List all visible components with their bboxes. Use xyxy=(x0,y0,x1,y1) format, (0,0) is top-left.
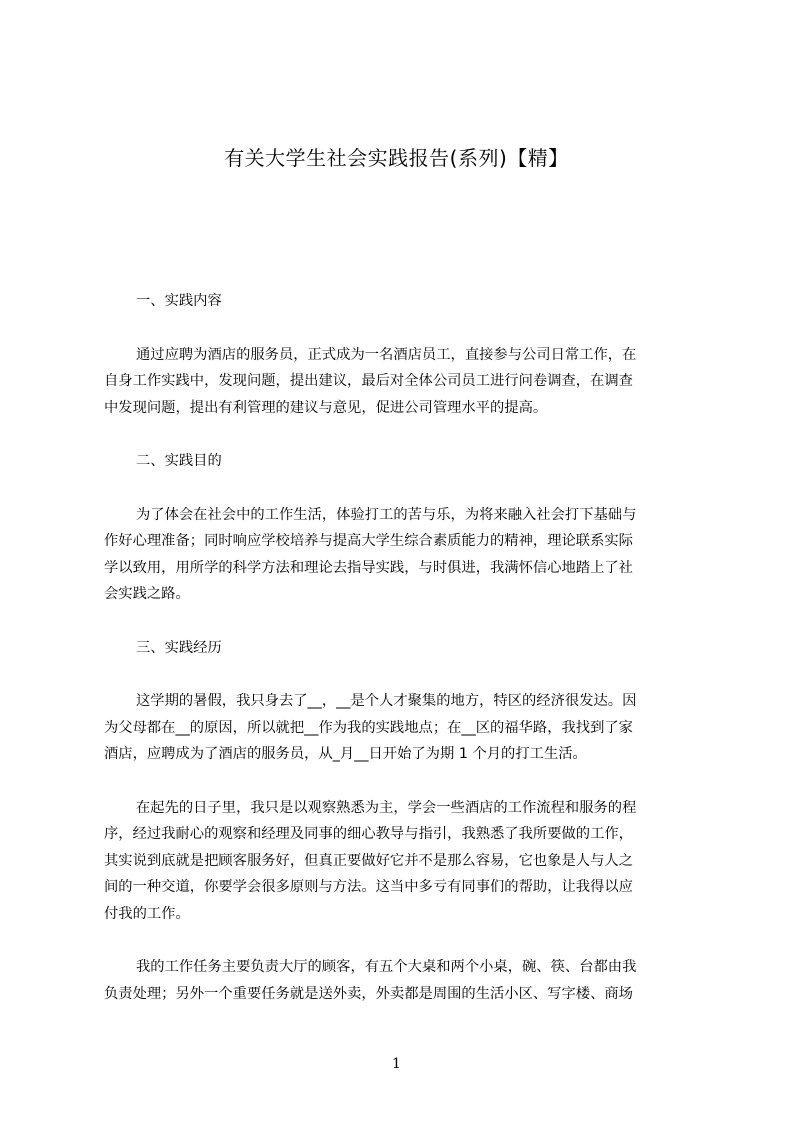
document-body xyxy=(104,288,700,1007)
paragraph-line: 负责处理；另外一个重要任务就是送外卖，外卖都是周围的生活小区、写字楼、商场 xyxy=(104,985,633,1002)
paragraph-line: 自身工作实践中，发现问题，提出建议，最后对全体公司员工进行问卷调查，在调查 xyxy=(104,373,633,389)
paragraph-line: 作好心理准备；同时响应学校培养与提高大学生综合素质能力的精神，理论联系实际 xyxy=(104,533,633,549)
paragraph xyxy=(104,795,700,928)
paragraph-line: 通过应聘为酒店的服务员，正式成为一名酒店员工，直接参与公司日常工作，在 xyxy=(136,346,637,363)
paragraph-line: 学以致用，用所学的科学方法和理论去指导实践，与时俱进，我满怀信心地踏上了社 xyxy=(104,559,633,576)
document-title: 有关大学生社会实践报告(系列)【精】 xyxy=(224,146,569,170)
paragraph xyxy=(104,688,700,768)
paragraph-line: 付我的工作。 xyxy=(104,905,190,922)
page-number: 1 xyxy=(392,1056,401,1072)
section-heading: 三、实践经历 xyxy=(136,639,222,656)
paragraph-line: 为了体会在社会中的工作生活，体验打工的苦与乐，为将来融入社会打下基础与 xyxy=(136,506,637,523)
paragraph-line: 酒店，应聘成为了酒店的服务员，从_月__日开始了为期 1 个月的打工生活。 xyxy=(104,746,587,762)
paragraph-line: 在起先的日子里，我只是以观察熟悉为主，学会一些酒店的工作流程和服务的程 xyxy=(136,799,637,816)
paragraph-line: 这学期的暑假，我只身去了__，__是个人才聚集的地方，特区的经济很发达。因 xyxy=(136,693,637,709)
paragraph-line: 序，经过我耐心的观察和经理及同事的细心教导与指引，我熟悉了我所要做的工作， xyxy=(104,826,633,842)
paragraph xyxy=(104,954,700,1007)
section-heading: 一、实践内容 xyxy=(136,293,222,309)
paragraph-line: 为父母都在__的原因，所以就把__作为我的实践地点；在__区的福华路，我找到了家 xyxy=(104,719,633,736)
paragraph xyxy=(104,502,700,608)
paragraph-line: 会实践之路。 xyxy=(104,586,190,602)
paragraph-line: 其实说到底就是把顾客服务好，但真正要做好它并不是那么容易，它也象是人与人之 xyxy=(104,852,633,869)
paragraph-line: 我的工作任务主要负责大厅的顾客，有五个大桌和两个小桌，碗、筷、台都由我 xyxy=(136,959,637,975)
section-heading: 二、实践目的 xyxy=(136,453,222,469)
paragraph-line: 间的一种交道，你要学会很多原则与方法。这当中多亏有同事们的帮助，让我得以应 xyxy=(104,879,633,895)
paragraph-line: 中发现问题，提出有利管理的建议与意见，促进公司管理水平的提高。 xyxy=(104,399,548,416)
paragraph xyxy=(104,342,700,422)
